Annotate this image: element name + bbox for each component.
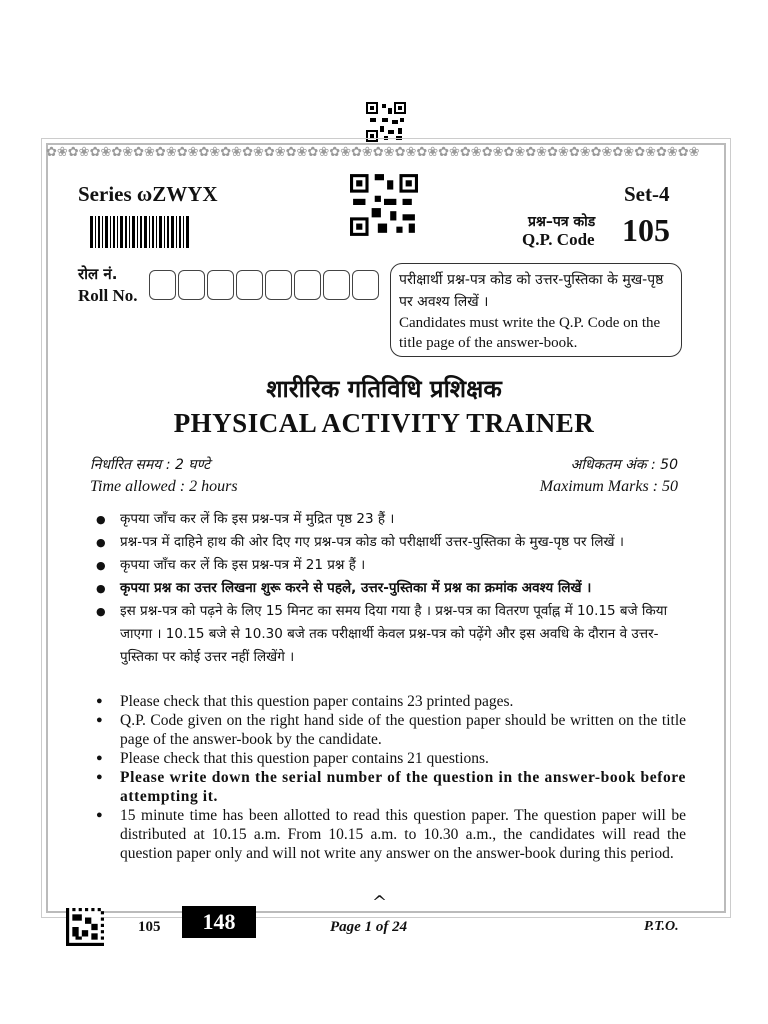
marks-hindi: अधिकतम अंक : 50: [570, 457, 678, 473]
roll-box[interactable]: [178, 270, 205, 300]
qp-code-hindi: प्रश्न–पत्र कोड: [528, 214, 596, 230]
roll-label: Roll No.: [78, 286, 138, 305]
english-instruction-item: ● Please check that this question paper contains 23 printed pages.: [92, 692, 686, 711]
roll-box[interactable]: [265, 270, 292, 300]
series-code: ωZWYX: [136, 182, 218, 206]
qp-code-notice-box: [390, 263, 682, 357]
qp-code-value: 105: [622, 212, 670, 248]
marks-english: Maximum Marks : 50: [539, 478, 678, 495]
hindi-instruction-item: ● कृपया जाँच कर लें कि इस प्रश्न-पत्र में 21 प्रश्न हैं ।: [92, 554, 686, 577]
footer-number-box: 148: [182, 906, 256, 938]
hindi-instruction-item: ● प्रश्न-पत्र में दाहिने हाथ की ओर दिए गए प्रश्न-पत्र कोड को परीक्षार्थी उत्तर-पुस्तिका के मुख-पृष्ठ पर लिखें ।: [92, 531, 686, 554]
title-hindi: शारीरिक गतिविधि प्रशिक्षक: [266, 375, 502, 403]
footer-datamatrix-icon: [66, 908, 104, 946]
roll-box[interactable]: [323, 270, 350, 300]
roll-number-boxes: [149, 270, 381, 304]
roll-box[interactable]: [236, 270, 263, 300]
hindi-instructions: [92, 508, 686, 669]
hindi-instruction-item: ● इस प्रश्न-पत्र को पढ़ने के लिए 15 मिनट का समय दिया गया है । प्रश्न-पत्र का वितरण पूर्वाह्न में 10.15 बजे किया जाएगा । 10.15 बजे से 10.30 बजे तक परीक्षार्थी केवल प्रश्न-पत्र को पढ़ेंगे और इस अवधि के दौरान वे उत्तर-पुस्तिका पर कोई उत्तर नहीं लिखेंगे ।: [92, 600, 686, 669]
notice-english: Candidates must write the Q.P. Code on the title page of the answer-book.: [399, 315, 661, 351]
set-label: Set-4: [624, 182, 670, 206]
roll-box[interactable]: [149, 270, 176, 300]
pto-label: P.T.O.: [644, 919, 679, 934]
notice-hindi: परीक्षार्थी प्रश्न-पत्र कोड को उत्तर-पुस्तिका के मुख-पृष्ठ पर अवश्य लिखें ।: [399, 272, 664, 310]
english-instruction-item: ● 15 minute time has been allotted to read this question paper. The question paper will be distributed at 10.15 a.m. From 10.15 a.m. to 10.30 a.m., the candidates will read the question paper only and will not write any answer on the answer-book during this period.: [92, 806, 686, 863]
top-qr-code-icon: [366, 102, 406, 142]
english-instructions: [92, 692, 686, 863]
border-ornament-top: ✿❀✿❀✿❀✿❀✿❀✿❀✿❀✿❀✿❀✿❀✿❀✿❀✿❀✿❀✿❀✿❀✿❀✿❀✿❀✿❀✿❀✿❀✿❀✿❀✿❀✿❀✿❀✿❀✿❀✿❀: [46, 145, 700, 160]
series-label: Series: [78, 182, 132, 206]
roll-box[interactable]: [207, 270, 234, 300]
series-line: [78, 182, 218, 207]
page-number: Page 1 of 24: [330, 919, 408, 935]
english-instruction-item: ● Please check that this question paper contains 21 questions.: [92, 749, 686, 768]
qp-code-label: Q.P. Code: [522, 230, 595, 249]
barcode-icon: [90, 216, 190, 248]
title-english: PHYSICAL ACTIVITY TRAINER: [173, 408, 595, 438]
time-english: Time allowed : 2 hours: [90, 478, 238, 495]
english-instruction-item: ● Please write down the serial number of the question in the answer-book before attempting it.: [92, 768, 686, 806]
hindi-instruction-item: ● कृपया प्रश्न का उत्तर लिखना शुरू करने से पहले, उत्तर-पुस्तिका में प्रश्न का क्रमांक अवश्य लिखें ।: [92, 577, 686, 600]
time-hindi: निर्धारित समय : 2 घण्टे: [90, 457, 211, 473]
roll-box[interactable]: [294, 270, 321, 300]
roll-box[interactable]: [352, 270, 379, 300]
center-qr-code-icon: [350, 173, 418, 237]
roll-hindi-label: रोल नं.: [78, 265, 118, 283]
caret-mark-icon: ^: [372, 892, 388, 913]
footer-code: 105: [138, 919, 161, 935]
hindi-instruction-item: ● कृपया जाँच कर लें कि इस प्रश्न-पत्र में मुद्रित पृष्ठ 23 हैं ।: [92, 508, 686, 531]
english-instruction-item: ● Q.P. Code given on the right hand side of the question paper should be written on the title page of the answer-book by the candidate.: [92, 711, 686, 749]
